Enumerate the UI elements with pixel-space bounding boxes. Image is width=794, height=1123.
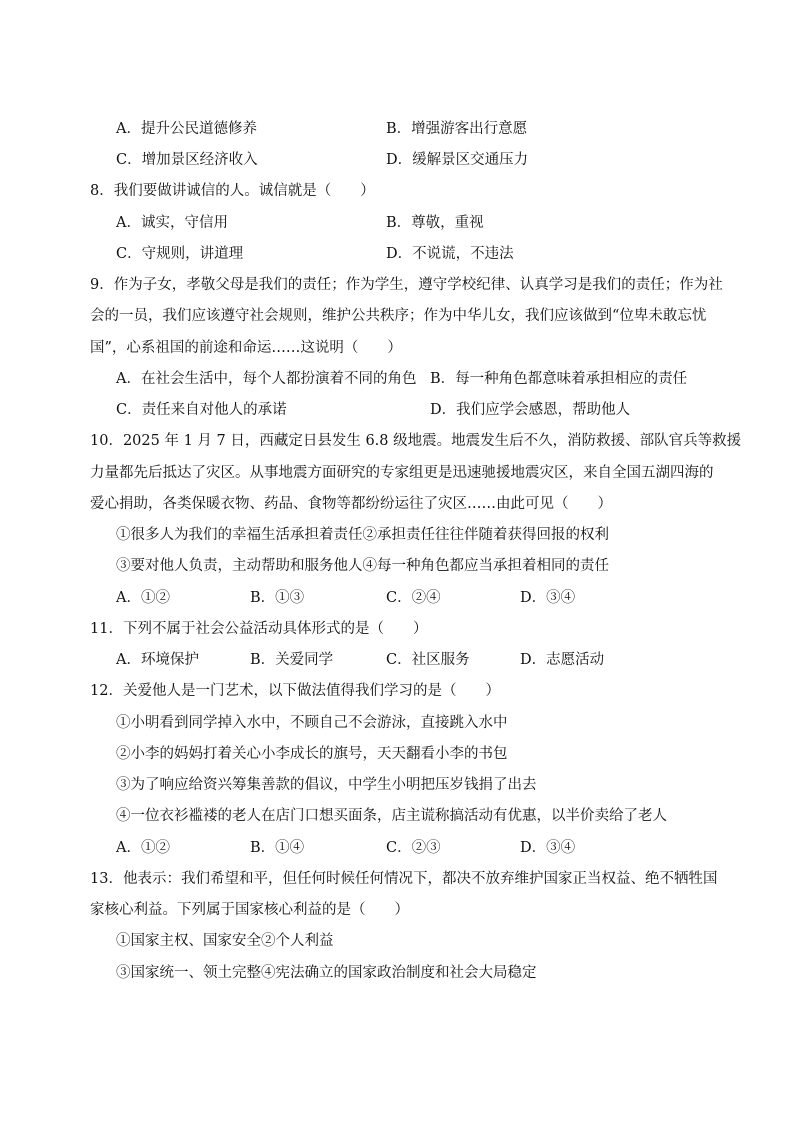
q12-statement: ④一位衣衫褴褛的老人在店门口想买面条，店主谎称搞活动有优惠，以半价卖给了老人 bbox=[116, 808, 667, 824]
q12-stem: 12．关爱他人是一门艺术，以下做法值得我们学习的是（ ） bbox=[90, 683, 500, 699]
q10-stem-line: 10．2025 年 1 月 7 日，西藏定日县发生 6.8 级地震。地震发生后不久，消防救援、部队官兵等救援 bbox=[90, 433, 742, 449]
q9-stem-line: 国”，心系祖国的前途和命运……这说明（ ） bbox=[90, 340, 402, 356]
q8-stem: 8．我们要做讲诚信的人。诚信就是（ ） bbox=[90, 183, 375, 199]
q10-stem-line: 力量都先后抵达了灾区。从事地震方面研究的专家组更是迅速驰援地震灾区，来自全国五湖四海的 bbox=[90, 465, 714, 481]
q11-option-b: B．关爱同学 bbox=[250, 652, 334, 668]
q10-option-c: C．②④ bbox=[386, 590, 441, 606]
q9-option-d: D．我们应学会感恩，帮助他人 bbox=[430, 402, 631, 418]
q8-option-c: C．守规则，讲道理 bbox=[116, 246, 244, 262]
q9-option-c: C．责任来自对他人的承诺 bbox=[116, 402, 287, 418]
q13-statement: ③国家统一、领土完整④宪法确立的国家政治制度和社会大局稳定 bbox=[116, 965, 537, 981]
q8-option-d: D．不说谎，不违法 bbox=[386, 246, 514, 262]
q9-option-a: A．在社会生活中，每个人都扮演着不同的角色 bbox=[116, 371, 417, 387]
q10-statement: ①很多人为我们的幸福生活承担着责任②承担责任往往伴随着获得回报的权利 bbox=[116, 527, 609, 543]
q9-stem-line: 会的一员，我们应该遵守社会规则，维护公共秩序；作为中华儿女，我们应该做到“位卑未敢忘忧 bbox=[90, 308, 707, 324]
q8-option-a: A．诚实，守信用 bbox=[116, 215, 228, 231]
q12-option-c: C．②③ bbox=[386, 840, 441, 856]
q13-stem-line: 家核心利益。下列属于国家核心利益的是（ ） bbox=[90, 902, 409, 918]
q13-stem-line: 13．他表示：我们希望和平，但任何时候任何情况下，都决不放弃维护国家正当权益、绝不牺牲国 bbox=[90, 871, 718, 887]
q7-option-d: D．缓解景区交通压力 bbox=[386, 152, 529, 168]
q12-option-a: A．①② bbox=[116, 840, 170, 856]
q12-option-d: D．③④ bbox=[520, 840, 576, 856]
q11-option-a: A．环境保护 bbox=[116, 652, 199, 668]
q12-option-b: B．①④ bbox=[250, 840, 305, 856]
q10-stem-line: 爱心捐助，各类保暖衣物、药品、食物等都纷纷运往了灾区……由此可见（ ） bbox=[90, 496, 612, 512]
q11-option-d: D．志愿活动 bbox=[520, 652, 605, 668]
q11-stem: 11．下列不属于社会公益活动具体形式的是（ ） bbox=[90, 621, 428, 637]
q10-statement: ③要对他人负责，主动帮助和服务他人④每一种角色都应当承担着相同的责任 bbox=[116, 558, 609, 574]
q11-option-c: C．社区服务 bbox=[386, 652, 470, 668]
q9-option-b: B．每一种角色都意味着承担相应的责任 bbox=[430, 371, 688, 387]
q10-option-b: B．①③ bbox=[250, 590, 305, 606]
q13-statement: ①国家主权、国家安全②个人利益 bbox=[116, 933, 334, 949]
q7-option-b: B．增强游客出行意愿 bbox=[386, 121, 528, 137]
q10-option-d: D．③④ bbox=[520, 590, 576, 606]
q9-stem-line: 9．作为子女，孝敬父母是我们的责任；作为学生，遵守学校纪律、认真学习是我们的责任；作为社 bbox=[90, 277, 723, 293]
q7-option-c: C．增加景区经济收入 bbox=[116, 152, 258, 168]
q12-statement: ②小李的妈妈打着关心小李成长的旗号，天天翻看小李的书包 bbox=[116, 746, 508, 762]
q12-statement: ③为了响应给资兴筹集善款的倡议，中学生小明把压岁钱捐了出去 bbox=[116, 777, 537, 793]
q8-option-b: B．尊敬，重视 bbox=[386, 215, 484, 231]
q10-option-a: A．①② bbox=[116, 590, 170, 606]
q12-statement: ①小明看到同学掉入水中，不顾自己不会游泳，直接跳入水中 bbox=[116, 715, 508, 731]
q7-option-a: A．提升公民道德修养 bbox=[116, 121, 257, 137]
